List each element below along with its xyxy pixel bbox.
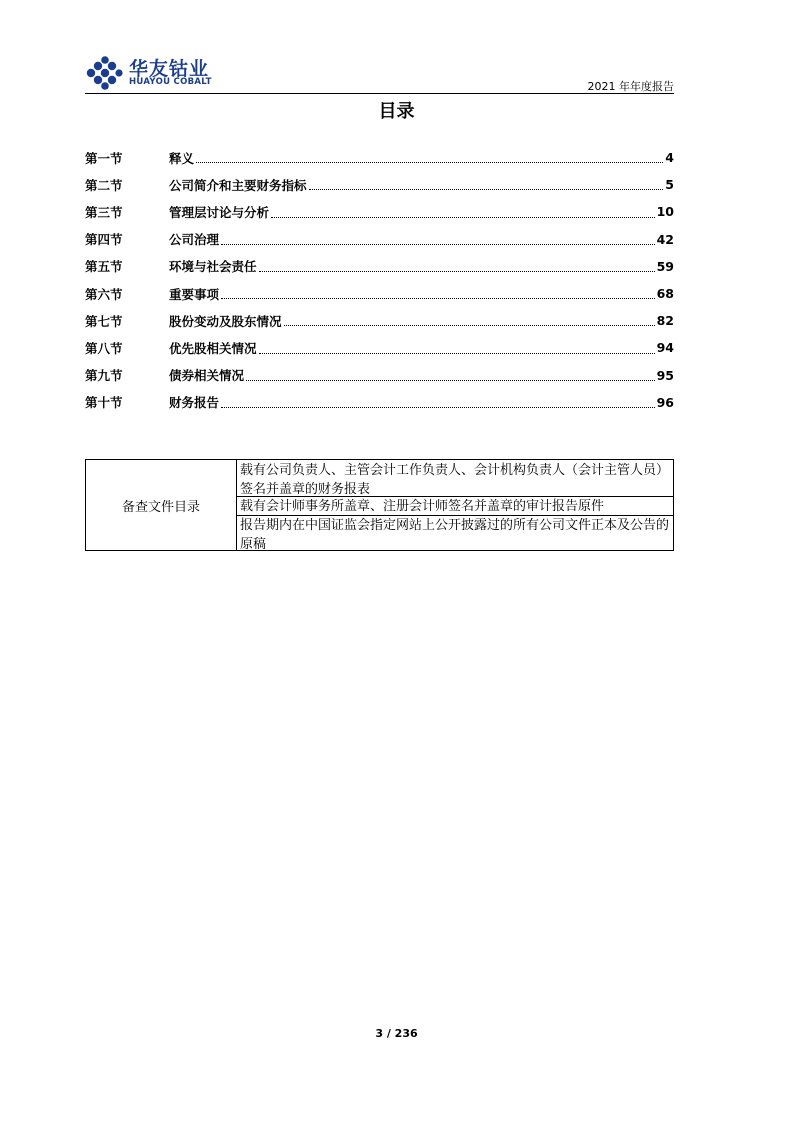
toc-leader-dots <box>246 379 655 381</box>
toc-leader-dots <box>221 243 655 245</box>
toc-leader-dots <box>284 324 655 326</box>
toc-page-number: 4 <box>665 150 674 166</box>
toc-entry[interactable] <box>85 334 674 361</box>
toc-page-number: 5 <box>665 177 674 193</box>
toc-page-number: 82 <box>656 313 674 329</box>
toc-leader-dots <box>221 297 655 299</box>
toc-entry[interactable] <box>85 389 674 416</box>
toc-section-number: 第二节 <box>85 177 123 193</box>
toc-section-number: 第九节 <box>85 368 123 384</box>
reference-document-item: 报告期内在中国证监会指定网站上公开披露过的所有公司文件正本及公告的原稿 <box>240 518 670 552</box>
toc-entry[interactable] <box>85 362 674 389</box>
toc-section-title: 管理层讨论与分析 <box>169 204 270 220</box>
reference-document-item: 载有公司负责人、主管会计工作负责人、会计机构负责人（会计主管人员）签名并盖章的财务报表 <box>237 460 673 497</box>
page-number: 3 / 236 <box>375 1027 418 1040</box>
toc-leader-dots <box>259 352 655 354</box>
toc-entry[interactable] <box>85 198 674 225</box>
toc-entry[interactable] <box>85 226 674 253</box>
page-header <box>85 52 674 94</box>
toc-entry[interactable] <box>85 171 674 198</box>
toc-page-number: 42 <box>656 231 674 247</box>
toc-section-number: 第四节 <box>85 232 123 248</box>
toc-section-title: 财务报告 <box>169 395 220 411</box>
toc-section-title: 债券相关情况 <box>169 368 245 384</box>
toc-section-number: 第一节 <box>85 150 123 166</box>
toc-section-number: 第十节 <box>85 395 123 411</box>
reference-documents-list <box>237 460 673 550</box>
toc-entry[interactable] <box>85 253 674 280</box>
toc-section-number: 第五节 <box>85 259 123 275</box>
toc-entry[interactable] <box>85 307 674 334</box>
toc-heading: 目录 <box>378 101 415 122</box>
toc-section-title: 公司治理 <box>169 232 220 248</box>
toc-entry[interactable] <box>85 144 674 171</box>
toc-section-number: 第八节 <box>85 340 123 356</box>
toc-section-title: 公司简介和主要财务指标 <box>169 177 307 193</box>
toc-section-title: 优先股相关情况 <box>169 340 257 356</box>
toc-page-number: 10 <box>656 204 674 220</box>
toc-section-title: 重要事项 <box>169 286 220 302</box>
logo-english-name: HUAYOU COBALT <box>129 77 212 87</box>
toc-leader-dots <box>259 270 655 272</box>
toc-page-number: 95 <box>656 367 674 383</box>
toc-page-number: 68 <box>656 286 674 302</box>
header-divider <box>85 93 674 94</box>
reference-documents-label: 备查文件目录 <box>86 460 237 550</box>
logo-chinese-name: 华友钴业 <box>129 58 210 80</box>
toc-entry[interactable] <box>85 280 674 307</box>
report-title: 2021 年年度报告 <box>587 80 674 93</box>
reference-document-item: 载有会计师事务所盖章、注册会计师签名并盖章的审计报告原件 <box>237 497 673 516</box>
toc-leader-dots <box>221 406 655 408</box>
reference-documents-table <box>85 459 674 551</box>
huayou-logo-icon <box>85 56 123 90</box>
toc-page-number: 96 <box>656 394 674 410</box>
toc-section-number: 第三节 <box>85 204 123 220</box>
toc-section-title: 释义 <box>169 150 195 166</box>
toc-leader-dots <box>196 161 663 163</box>
toc-leader-dots <box>309 188 664 190</box>
table-of-contents <box>85 144 674 416</box>
toc-section-title: 股份变动及股东情况 <box>169 313 282 329</box>
toc-section-number: 第七节 <box>85 313 123 329</box>
toc-page-number: 94 <box>656 340 674 356</box>
toc-leader-dots <box>271 216 655 218</box>
toc-page-number: 59 <box>656 258 674 274</box>
toc-section-number: 第六节 <box>85 286 123 302</box>
toc-section-title: 环境与社会责任 <box>169 259 257 275</box>
